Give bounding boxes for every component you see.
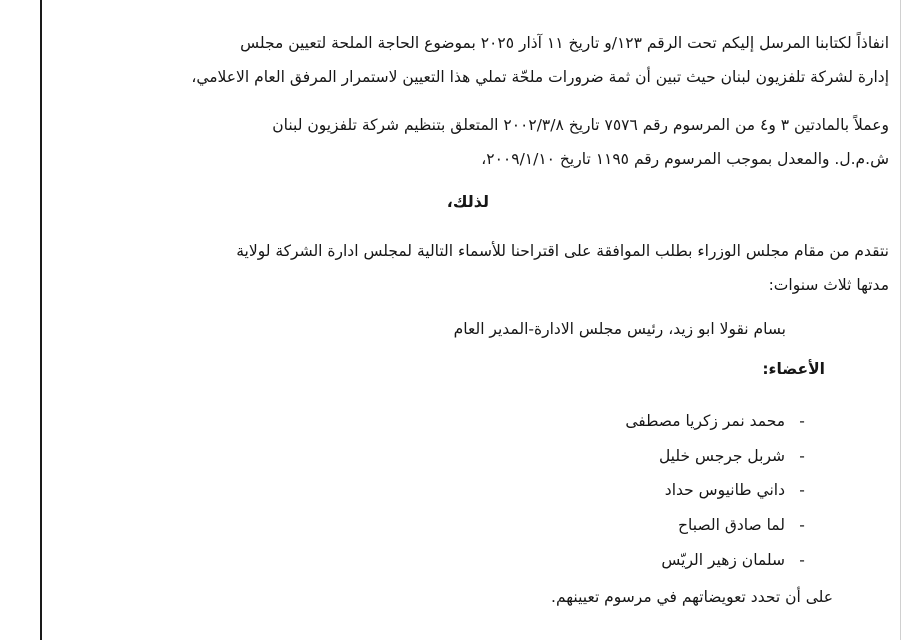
member-name: شربل جرجس خليل [658, 446, 785, 465]
member-name: داني طانيوس حداد [664, 481, 785, 500]
paragraph-decree-line-1: وعملاً بالمادتين ٣ و٤ من المرسوم رقم ٧٥٧٦ تاريخ ٢٠٠٢/٣/٨ المتعلق بتنظيم شركة تلفزيون لبنان [272, 116, 889, 134]
list-item [625, 439, 819, 474]
list-item [625, 404, 819, 439]
left-border-line [40, 0, 42, 640]
closing-line: على أن تحدد تعويضاتهم في مرسوم تعيينهم. [551, 588, 833, 606]
paragraph-request [236, 234, 889, 302]
dash-bullet: - [799, 516, 805, 535]
member-name: محمد نمر زكريا مصطفى [625, 412, 785, 431]
paragraph-decree [272, 108, 889, 176]
section-heading: لذلك، [446, 192, 489, 211]
paragraph-intro-line-1: انفاذاً لكتابنا المرسل إليكم تحت الرقم ١٢٣/و تاريخ ١١ آذار ٢٠٢٥ بموضوع الحاجة الملحة لتعيين مجلس [240, 34, 889, 52]
dash-bullet: - [799, 481, 805, 500]
right-border-line [900, 0, 901, 640]
paragraph-intro [191, 26, 889, 94]
member-name: لما صادق الصباح [678, 516, 785, 535]
list-item [625, 508, 819, 543]
list-item [625, 473, 819, 508]
list-item [625, 542, 819, 577]
members-list [625, 404, 819, 577]
member-name: سلمان زهير الريّس [661, 550, 785, 569]
dash-bullet: - [799, 446, 805, 465]
paragraph-decree-line-2: ش.م.ل. والمعدل بموجب المرسوم رقم ١١٩٥ تاريخ ٢٠٠٩/١/١٠، [481, 150, 889, 168]
dash-bullet: - [799, 412, 805, 431]
paragraph-request-line-1: نتقدم من مقام مجلس الوزراء بطلب الموافقة على اقتراحنا للأسماء التالية لمجلس ادارة الشركة لولاية [236, 242, 889, 260]
paragraph-request-line-2: مدتها ثلاث سنوات: [768, 276, 889, 294]
paragraph-intro-line-2: إدارة لشركة تلفزيون لبنان حيث تبين أن ثمة ضرورات ملحّة تملي هذا التعيين لاستمرار المرفق العام الاعلامي، [191, 68, 889, 86]
members-label: الأعضاء: [762, 360, 825, 378]
chairman-entry: بسام نقولا ابو زيد، رئيس مجلس الادارة-المدير العام [453, 320, 786, 338]
dash-bullet: - [799, 550, 805, 569]
